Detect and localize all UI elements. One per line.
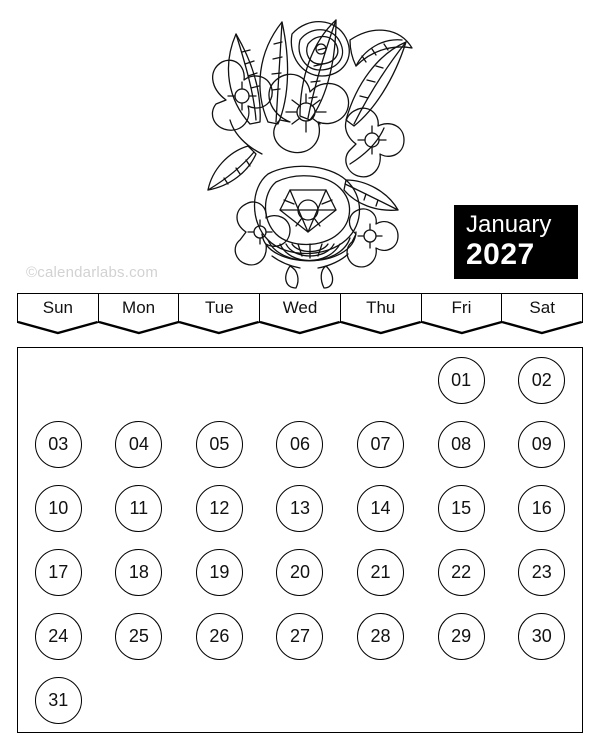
day-number: 11 (115, 485, 162, 532)
day-cell (340, 668, 421, 732)
weekday-label: Fri (451, 298, 472, 317)
day-number: 04 (115, 421, 162, 468)
day-cell (260, 668, 341, 732)
day-number: 16 (518, 485, 565, 532)
tab-notch-icon (422, 322, 502, 334)
month-year-badge (454, 205, 578, 279)
day-cell (421, 540, 502, 604)
weekday-label: Wed (282, 298, 318, 317)
weekday-cell-sun (17, 293, 98, 323)
day-cell (179, 604, 260, 668)
day-cell (18, 668, 99, 732)
tab-notch-icon (341, 322, 421, 334)
day-cell (179, 476, 260, 540)
day-cell (99, 476, 180, 540)
weekday-label: Sun (42, 298, 73, 317)
day-cell (501, 540, 582, 604)
day-number: 02 (518, 357, 565, 404)
day-cell (260, 540, 341, 604)
day-cell (179, 668, 260, 732)
day-number: 20 (276, 549, 323, 596)
weekday-label: Mon (122, 298, 156, 317)
day-cell (501, 412, 582, 476)
day-number: 13 (276, 485, 323, 532)
tab-notch-icon (18, 322, 98, 334)
day-number: 12 (196, 485, 243, 532)
day-cell (179, 348, 260, 412)
day-number: 09 (518, 421, 565, 468)
day-number: 23 (518, 549, 565, 596)
day-number: 19 (196, 549, 243, 596)
weekday-cell-tue (178, 293, 259, 323)
watermark-text: ©calendarlabs.com (26, 264, 159, 281)
day-number: 25 (115, 613, 162, 660)
day-number: 03 (35, 421, 82, 468)
day-number: 24 (35, 613, 82, 660)
tab-notch-icon (260, 322, 340, 334)
weekday-label: Thu (366, 298, 396, 317)
day-cell (18, 604, 99, 668)
day-number: 27 (276, 613, 323, 660)
day-cell (501, 476, 582, 540)
day-cell (421, 412, 502, 476)
day-cell (260, 604, 341, 668)
day-number: 05 (196, 421, 243, 468)
calendar-grid (17, 347, 583, 733)
day-cell (421, 476, 502, 540)
month-label: January (466, 211, 552, 238)
day-cell (421, 348, 502, 412)
day-cell (99, 668, 180, 732)
day-cell (99, 540, 180, 604)
tab-notch-icon (502, 322, 582, 334)
day-cell (260, 412, 341, 476)
day-number: 01 (438, 357, 485, 404)
day-cell (179, 412, 260, 476)
day-number: 30 (518, 613, 565, 660)
day-cell (501, 668, 582, 732)
day-cell (18, 412, 99, 476)
day-cell (179, 540, 260, 604)
day-cell (340, 540, 421, 604)
day-cell (260, 348, 341, 412)
day-number: 21 (357, 549, 404, 596)
day-number: 28 (357, 613, 404, 660)
day-cell (421, 604, 502, 668)
day-cell (260, 476, 341, 540)
day-number: 18 (115, 549, 162, 596)
day-number: 15 (438, 485, 485, 532)
day-number: 31 (35, 677, 82, 724)
day-cell (18, 476, 99, 540)
day-cell (501, 604, 582, 668)
day-number: 07 (357, 421, 404, 468)
weekday-cell-mon (98, 293, 179, 323)
tab-notch-icon (179, 322, 259, 334)
weekday-cell-thu (340, 293, 421, 323)
day-cell (99, 348, 180, 412)
weekday-header-row (17, 293, 583, 331)
day-cell (18, 540, 99, 604)
weekday-cell-wed (259, 293, 340, 323)
floral-zentangle-illustration (150, 4, 430, 289)
day-cell (340, 348, 421, 412)
day-number: 08 (438, 421, 485, 468)
day-cell (99, 604, 180, 668)
tab-notch-icon (99, 322, 179, 334)
year-label: 2027 (466, 238, 535, 271)
day-number: 06 (276, 421, 323, 468)
weekday-label: Tue (204, 298, 234, 317)
day-cell (99, 412, 180, 476)
day-number: 10 (35, 485, 82, 532)
day-cell (340, 412, 421, 476)
day-number: 17 (35, 549, 82, 596)
day-number: 29 (438, 613, 485, 660)
weekday-cell-fri (421, 293, 502, 323)
day-number: 14 (357, 485, 404, 532)
weekday-cell-sat (501, 293, 583, 323)
weekday-label: Sat (529, 298, 555, 317)
day-cell (501, 348, 582, 412)
day-cell (421, 668, 502, 732)
day-number: 26 (196, 613, 243, 660)
day-number: 22 (438, 549, 485, 596)
day-cell (340, 476, 421, 540)
day-cell (340, 604, 421, 668)
day-cell (18, 348, 99, 412)
